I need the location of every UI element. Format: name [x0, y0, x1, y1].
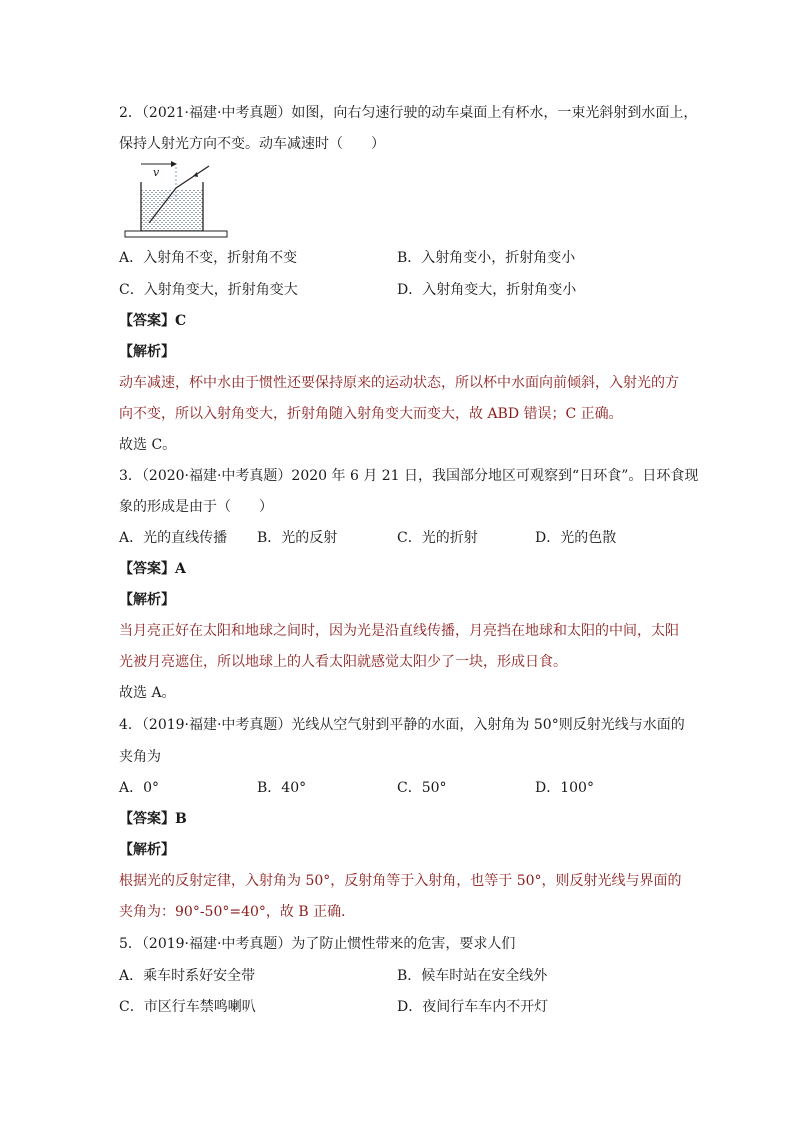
q2-stem-line2: 保持人射光方向不变。动车减速时（ ） [119, 136, 385, 152]
velocity-label: v [153, 166, 160, 179]
q3-option-d: D．光的色散 [535, 530, 617, 546]
q2-analysis-line1: 动车减速，杯中水由于惯性还要保持原来的运动状态，所以杯中水面向前倾斜，入射光的方 [119, 375, 679, 391]
q4-answer: 【答案】B [119, 811, 187, 827]
q2-answer: 【答案】C [119, 313, 187, 329]
incident-ray [176, 166, 209, 188]
q3-analysis-line2: 光被月亮遮住，所以地球上的人看太阳就感觉太阳少了一块，形成日食。 [119, 654, 567, 670]
q4-stem-line2: 夹角为 [119, 749, 161, 765]
q2-analysis-line2: 向不变，所以入射角变大，折射角随入射角变大而变大，故 ABD 错误；C 正确。 [119, 406, 623, 422]
q2-option-c: C．入射角变大，折射角变大 [119, 282, 298, 298]
q4-option-a: A．0° [119, 780, 160, 796]
q3-analysis-line1: 当月亮正好在太阳和地球之间时，因为光是沿直线传播，月亮挡在地球和太阳的中间，太阳 [119, 623, 679, 639]
q2-conclusion: 故选 C。 [119, 437, 177, 453]
table-top [125, 231, 227, 237]
water-body [141, 190, 203, 231]
q2-option-d: D．入射角变大，折射角变小 [397, 282, 577, 298]
q3-option-b: B．光的反射 [257, 530, 338, 546]
q2-option-b: B．入射角变小，折射角变小 [397, 250, 576, 266]
q4-analysis-line1: 根据光的反射定律，入射角为 50°，反射角等于入射角，也等于 50°，则反射光线与界面的 [119, 873, 682, 889]
q3-stem-line1: 3．（2020·福建·中考真题）2020 年 6 月 21 日，我国部分地区可观察到“日环食”。日环食现 [119, 468, 699, 484]
q4-analysis-label: 【解析】 [119, 842, 175, 858]
q3-analysis-label: 【解析】 [119, 592, 175, 608]
q4-stem-line1: 4．（2019·福建·中考真题）光线从空气射到平静的水面，入射角为 50°则反射光线与水面的 [119, 717, 685, 733]
q3-conclusion: 故选 A。 [119, 685, 176, 701]
q2-stem-line1: 2．（2021·福建·中考真题）如图，向右匀速行驶的动车桌面上有杯水，一束光斜射到水面上， [119, 105, 698, 121]
q4-option-b: B．40° [257, 780, 307, 796]
q5-option-d: D．夜间行车车内不开灯 [397, 999, 549, 1015]
q3-option-c: C．光的折射 [397, 530, 478, 546]
q4-option-c: C．50° [397, 780, 447, 796]
q5-option-c: C．市区行车禁鸣喇叭 [119, 999, 256, 1015]
q2-analysis-label: 【解析】 [119, 344, 175, 360]
q4-option-d: D．100° [535, 780, 594, 796]
q2-option-a: A．入射角不变，折射角不变 [119, 250, 298, 266]
q3-stem-line2: 象的形成是由于（ ） [119, 499, 273, 515]
q5-stem-line1: 5．（2019·福建·中考真题）为了防止惯性带来的危害，要求人们 [119, 936, 516, 952]
q3-option-a: A．光的直线传播 [119, 530, 228, 546]
q4-analysis-line2: 夹角为：90°-50°=40°，故 B 正确． [119, 904, 356, 920]
q2-cup-diagram [123, 160, 229, 240]
q3-answer: 【答案】A [119, 561, 186, 577]
arrow-head-icon [171, 161, 177, 167]
q5-option-b: B．候车时站在安全线外 [397, 968, 548, 984]
q5-option-a: A．乘车时系好安全带 [119, 968, 256, 984]
